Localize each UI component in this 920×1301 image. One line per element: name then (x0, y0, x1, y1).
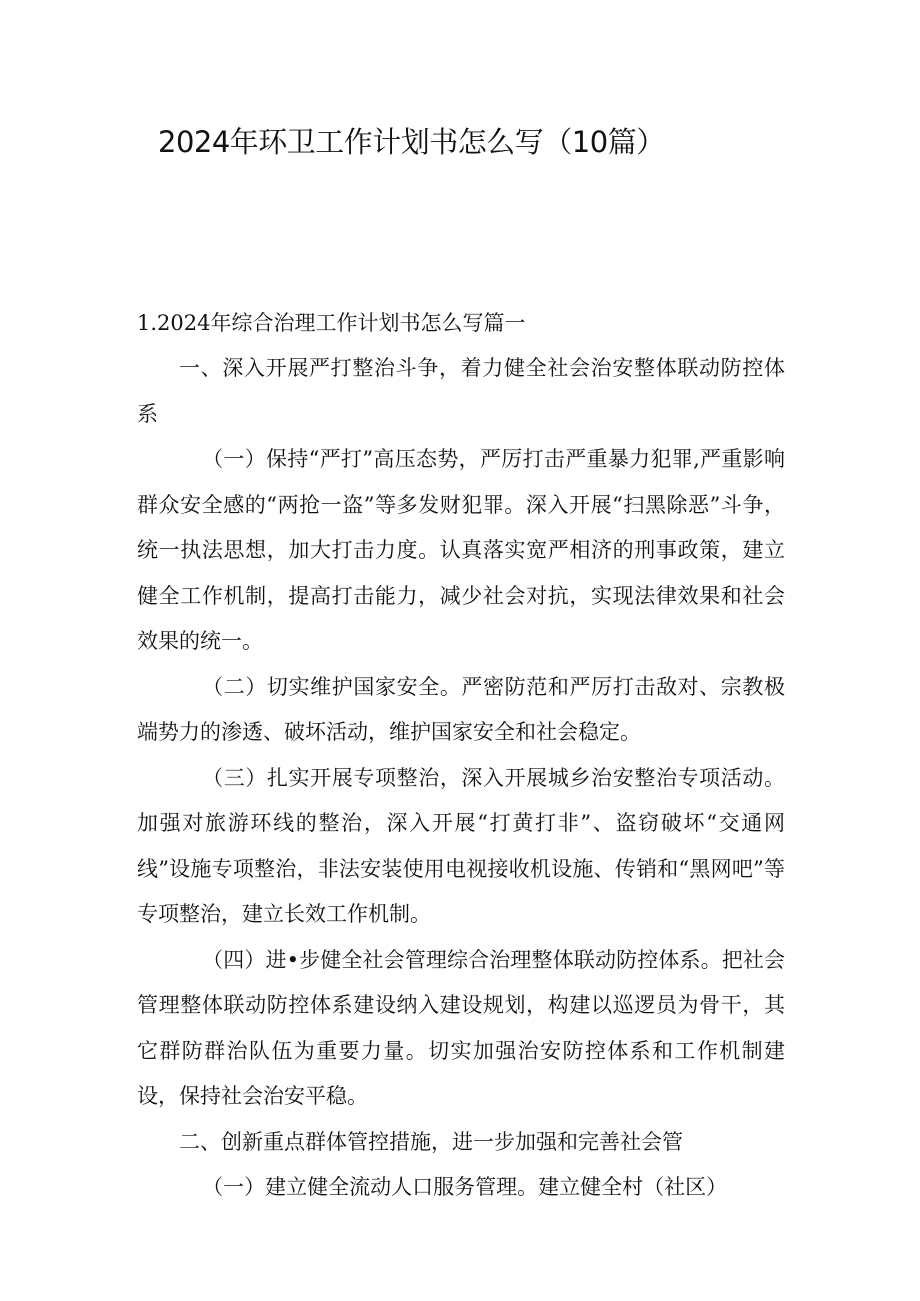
paragraph-6: 二、创新重点群体管控措施，进一步加强和完善社会管 (179, 1129, 683, 1154)
paragraph-4: （三）扎实开展专项整治，深入开展城乡治安整治专项活动。加强对旅游环线的整治，深入开展“打黄打非”、盗窃破坏“交通网线”设施专项整治，非法安装使用电视接收机设施、传销和“黑网吧”等专项整治，建立长效工作机制。 (137, 765, 785, 926)
section-heading: 1.2024年综合治理工作计划书怎么写篇一 (137, 311, 526, 335)
paragraph-3: （二）切实维护国家安全。严密防范和严厉打击敌对、宗教极端势力的渗透、破坏活动，维护国家安全和社会稳定。 (137, 674, 785, 744)
paragraph-5: （四）进•步健全社会管理综合治理整体联动防控体系。把社会管理整体联动防控体系建设纳入建设规划，构建以巡逻员为骨干，其它群防群治队伍为重要力量。切实加强治安防控体系和工作机制建设，保持社会治安平稳。 (137, 947, 785, 1108)
document-body (137, 346, 785, 1211)
paragraph-7: （一）建立健全流动人口服务管理。建立健全村（社区） (202, 1175, 728, 1199)
paragraph-1: 一、深入开展严打整治斗争，着力健全社会治安整体联动防控体系 (137, 356, 785, 426)
document-title: 2024年环卫工作计划书怎么写（10篇） (158, 125, 665, 159)
paragraph-2: （一）保持“严打”高压态势，严厉打击严重暴力犯罪,严重影响群众安全感的“两抢一盗”等多发财犯罪。深入开展“扫黑除恶”斗争，统一执法思想，加大打击力度。认真落实宽严相济的刑事政策，建立健全工作机制，提高打击能力，减少社会对抗，实现法律效果和社会效果的统一。 (137, 447, 785, 653)
